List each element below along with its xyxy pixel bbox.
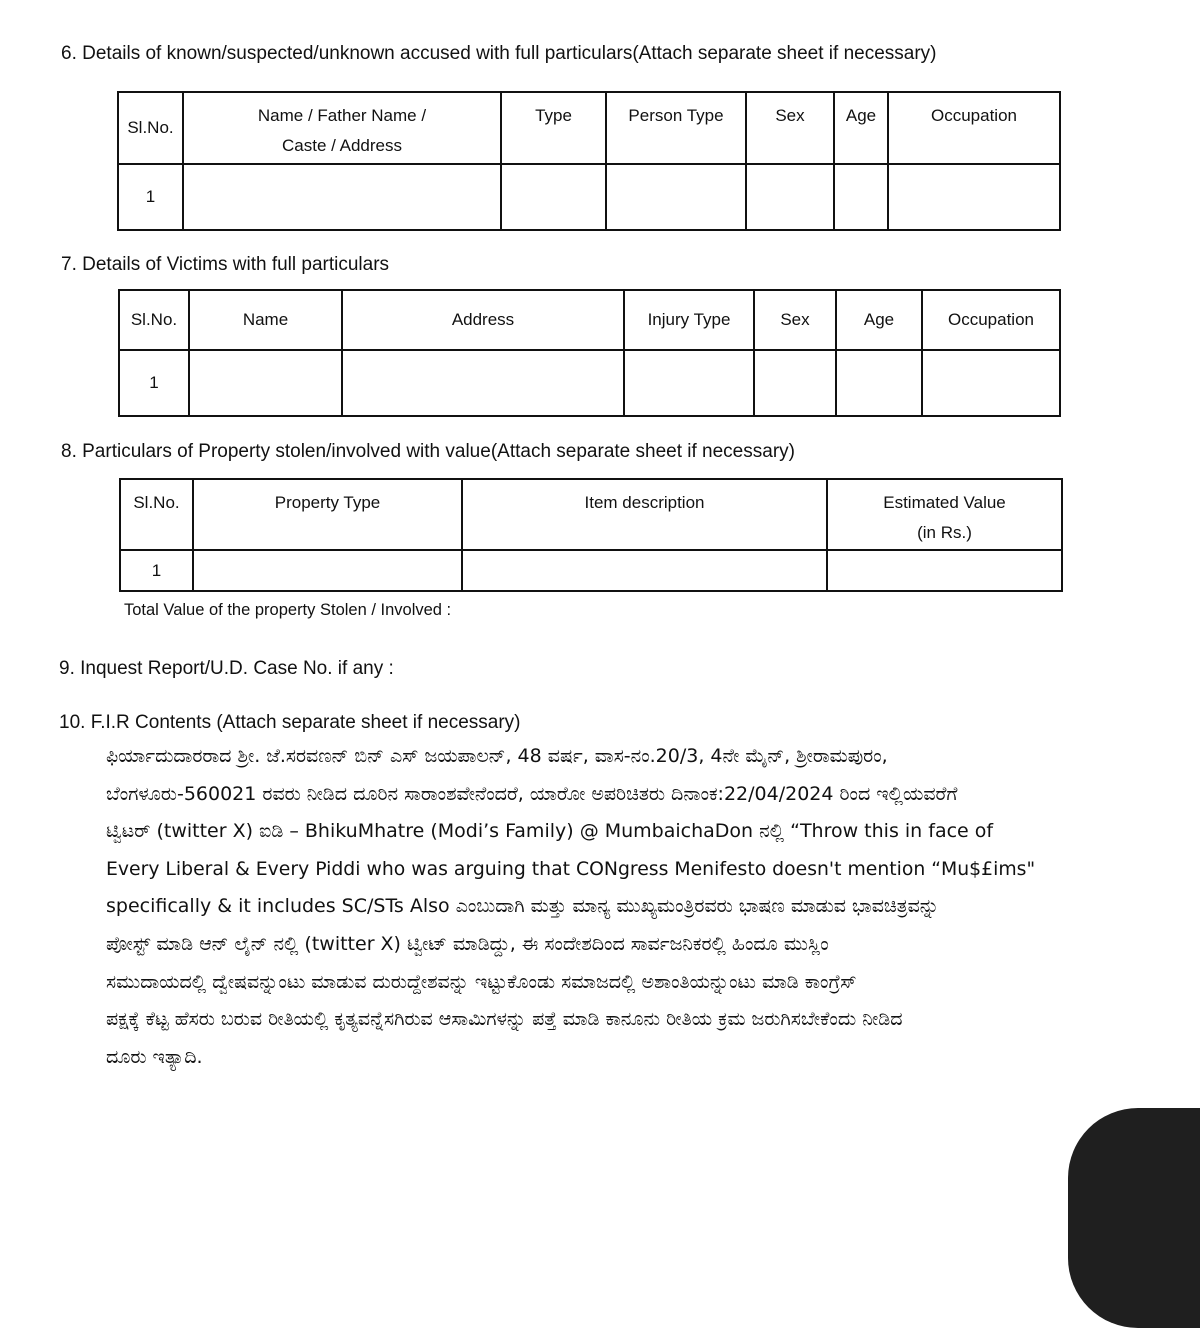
col-item-description: Item description [462, 479, 827, 550]
fir-contents [106, 738, 1036, 1076]
col-sex: Sex [746, 92, 834, 164]
accused-header-row [118, 92, 1060, 164]
table-row [118, 164, 1060, 230]
col-name-line1: Name / Father Name / [257, 106, 427, 125]
corner-overlay [1068, 1108, 1200, 1328]
col-name-line2: Caste / Address [281, 136, 402, 155]
table-row [120, 550, 1062, 591]
section-10-heading: 10. F.I.R Contents (Attach separate sheet if necessary) [59, 712, 521, 733]
victims-header-row [119, 290, 1060, 350]
table-row [119, 350, 1060, 416]
section-8-heading: 8. Particulars of Property stolen/involved with value(Attach separate sheet if necessary) [61, 441, 795, 462]
col-injury-type: Injury Type [624, 290, 754, 350]
col-value-line1: Estimated Value [883, 493, 1006, 512]
col-age: Age [834, 92, 888, 164]
section-6-heading: 6. Details of known/suspected/unknown accused with full particulars(Attach separate sheet if necessary) [61, 43, 937, 64]
accused-table [117, 91, 1061, 231]
property-table [119, 478, 1063, 592]
col-estimated-value [827, 479, 1062, 550]
fir-line: Every Liberal & Every Piddi who was arguing that CONgress Menifesto doesn't mention “Mu$£ims" [106, 857, 1036, 880]
fir-line: ಬೆಂಗಳೂರು-560021 ರವರು ನೀಡಿದ ದೂರಿನ ಸಾರಾಂಶವೇನೆಂದರೆ, ಯಾರೋ ಅಪರಿಚಿತರು ದಿನಾಂಕ:22/04/2024 ರಿಂದ ಇಲ್ಲಿಯವರೆಗೆ [106, 782, 958, 805]
col-sl-no: Sl.No. [119, 290, 189, 350]
col-name: Name [189, 290, 342, 350]
fir-line: ಟ್ವಿಟರ್ (twitter X) ಐಡಿ – BhikuMhatre (Modi’s Family) @ MumbaichaDon ನಲ್ಲಿ “Throw this in face of [106, 820, 994, 843]
fir-line: ಪೋಸ್ಟ್ ಮಾಡಿ ಆನ್ ಲೈನ್ ನಲ್ಲಿ (twitter X) ಟ್ವೀಟ್ ಮಾಡಿದ್ದು, ಈ ಸಂದೇಶದಿಂದ ಸಾರ್ವಜನಿಕರಲ್ಲಿ ಹಿಂದೂ ಮುಸ್ಲಿಂ [106, 932, 829, 955]
fir-line: ಪಕ್ಷಕ್ಕೆ ಕೆಟ್ಟ ಹೆಸರು ಬರುವ ರೀತಿಯಲ್ಲಿ ಕೃತ್ಯವನ್ನೆಸಗಿರುವ ಆಸಾಮಿಗಳನ್ನು ಪತ್ತೆ ಮಾಡಿ ಕಾನೂನು ರೀತಿಯ ಕ್ರಮ ಜರುಗಿಸಬೇಕೆಂದು ನೀಡಿದ [106, 1008, 903, 1031]
fir-line: ಸಮುದಾಯದಲ್ಲಿ ದ್ವೇಷವನ್ನುಂಟು ಮಾಡುವ ದುರುದ್ದೇಶವನ್ನು ಇಟ್ಟುಕೊಂಡು ಸಮಾಜದಲ್ಲಿ ಅಶಾಂತಿಯನ್ನುಂಟು ಮಾಡಿ ಕಾಂಗ್ರೆಸ್ [106, 970, 857, 993]
row-sl-no: 1 [118, 164, 183, 230]
section-7-heading: 7. Details of Victims with full particulars [61, 254, 390, 275]
col-type: Type [501, 92, 606, 164]
col-name-address [183, 92, 501, 164]
section-9-heading: 9. Inquest Report/U.D. Case No. if any : [59, 658, 394, 679]
col-sl-no: Sl.No. [120, 479, 193, 550]
property-header-row [120, 479, 1062, 550]
fir-line: ಫಿರ್ಯಾದುದಾರರಾದ ಶ್ರೀ. ಜೆ.ಸರವಣನ್ ಬಿನ್ ಎಸ್ ಜಯಪಾಲನ್, 48 ವರ್ಷ, ವಾಸ-ನಂ.20/3, 4ನೇ ಮೈನ್, ಶ್ರೀರಾಮಪುರಂ, [106, 745, 888, 767]
col-property-type: Property Type [193, 479, 462, 550]
row-sl-no: 1 [120, 550, 193, 591]
col-occupation: Occupation [922, 290, 1060, 350]
col-value-line2: (in Rs.) [917, 523, 972, 542]
row-sl-no: 1 [119, 350, 189, 416]
col-address: Address [342, 290, 624, 350]
fir-line: ದೂರು ಇತ್ಯಾದಿ. [106, 1045, 203, 1068]
total-value-label: Total Value of the property Stolen / Involved : [124, 601, 452, 619]
fir-line: specifically & it includes SC/STs Also ಎಂಬುದಾಗಿ ಮತ್ತು ಮಾನ್ಯ ಮುಖ್ಯಮಂತ್ರಿರವರು ಭಾಷಣ ಮಾಡುವ ಭಾವಚಿತ್ರವನ್ನು [106, 895, 939, 918]
col-age: Age [836, 290, 922, 350]
victims-table [118, 289, 1061, 417]
col-person-type: Person Type [606, 92, 746, 164]
col-occupation: Occupation [888, 92, 1060, 164]
col-sl-no: Sl.No. [118, 92, 183, 164]
col-sex: Sex [754, 290, 836, 350]
